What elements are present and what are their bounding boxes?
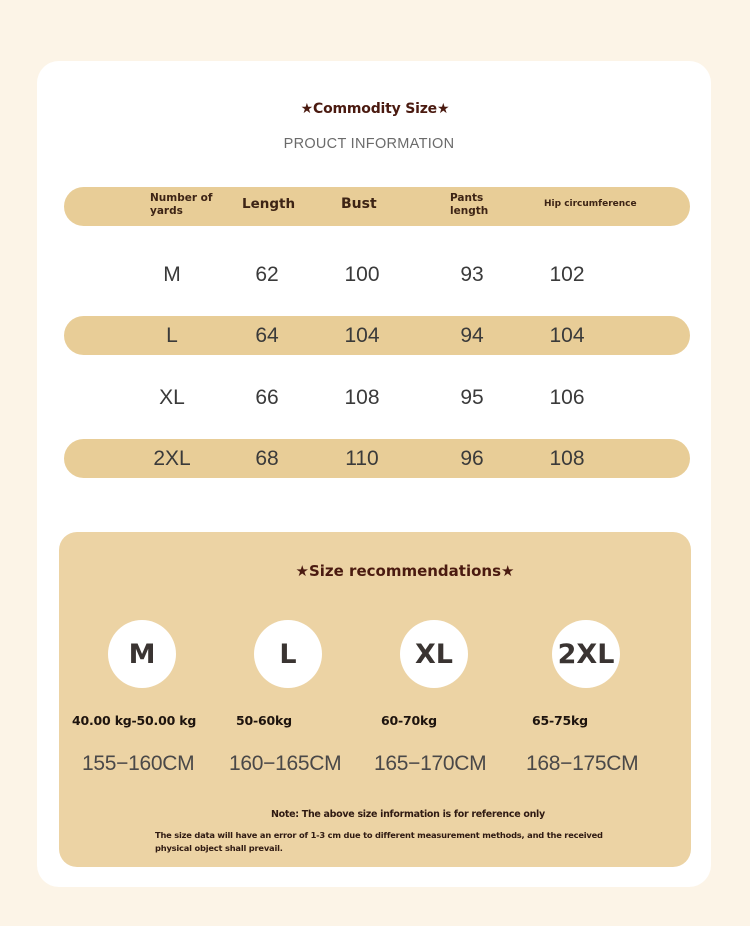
reference-note: Note: The above size information is for reference only (271, 809, 545, 820)
size-badge-l: L (254, 620, 322, 688)
cell-length: 62 (255, 263, 279, 286)
size-badge-m: M (108, 620, 176, 688)
header-pants-line2: length (450, 205, 489, 218)
header-pants-line1: Pants (450, 192, 484, 204)
weight-range: 65-75kg (532, 713, 588, 728)
cell-size: L (166, 324, 178, 347)
cell-pants: 93 (460, 263, 484, 286)
cell-pants: 96 (460, 447, 484, 470)
cell-bust: 100 (344, 263, 380, 286)
header-yards-line2: yards (150, 205, 183, 218)
cell-hip: 106 (549, 386, 585, 409)
header-number-of-yards (150, 192, 212, 218)
cell-size: XL (159, 386, 185, 409)
recommendations-title: ★Size recommendations★ (295, 562, 515, 580)
size-badge-xl: XL (400, 620, 468, 688)
cell-hip: 102 (549, 263, 585, 286)
page-title: ★Commodity Size★ (300, 101, 450, 117)
header-hip-circumference: Hip circumference (544, 199, 637, 209)
height-range: 160−165CM (229, 752, 342, 775)
height-range: 168−175CM (526, 752, 639, 775)
header-pants-length (450, 192, 488, 218)
cell-bust: 110 (345, 447, 379, 470)
cell-length: 66 (255, 386, 279, 409)
height-range: 165−170CM (374, 752, 487, 775)
cell-size: 2XL (153, 447, 191, 470)
measurement-footnote: The size data will have an error of 1-3 cm due to different measurement methods, and the received physical object shall prevail. (155, 830, 603, 853)
header-length: Length (242, 196, 296, 212)
size-badge-2xl: 2XL (552, 620, 620, 688)
cell-length: 64 (255, 324, 279, 347)
cell-length: 68 (255, 447, 279, 470)
header-yards-line1: Number of (150, 192, 213, 204)
weight-range: 60-70kg (381, 713, 437, 728)
cell-hip: 108 (549, 447, 585, 470)
header-bust: Bust (341, 196, 377, 212)
cell-hip: 104 (549, 324, 585, 347)
page-subtitle: PROUCT INFORMATION (283, 136, 455, 152)
weight-range: 50-60kg (236, 713, 292, 728)
cell-bust: 104 (344, 324, 380, 347)
weight-range: 40.00 kg-50.00 kg (72, 713, 197, 728)
height-range: 155−160CM (82, 752, 195, 775)
cell-pants: 94 (460, 324, 484, 347)
cell-size: M (163, 263, 181, 286)
cell-pants: 95 (460, 386, 484, 409)
cell-bust: 108 (344, 386, 380, 409)
